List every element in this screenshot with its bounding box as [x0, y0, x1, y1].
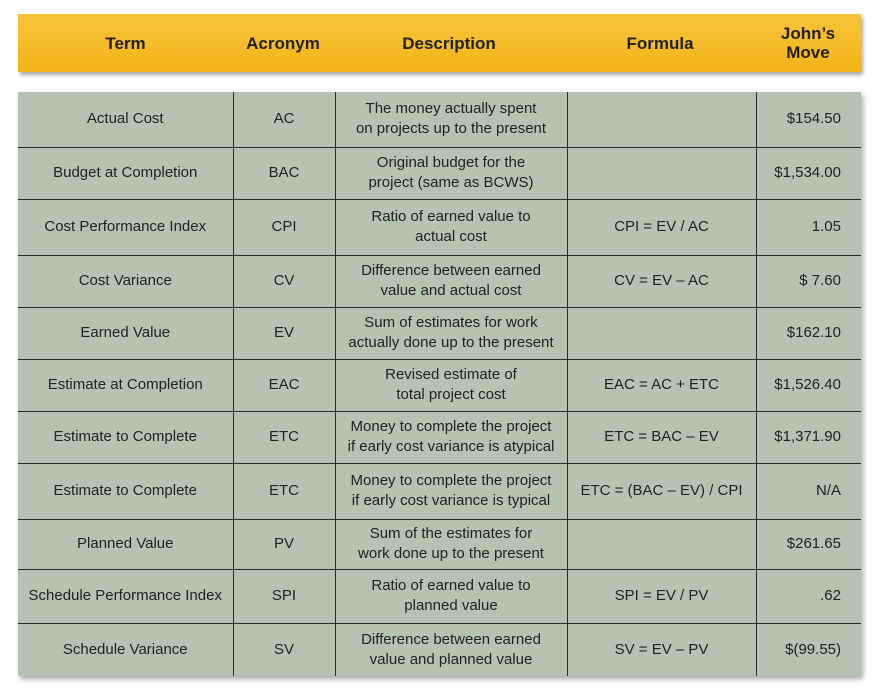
johns-move-cell: $261.65 — [756, 519, 861, 569]
description-cell: Sum of the estimates for work done up to the present — [335, 519, 567, 569]
description-cell: Ratio of earned value to actual cost — [335, 199, 567, 255]
acronym-cell: ETC — [233, 411, 335, 463]
acronym-cell: SPI — [233, 569, 335, 623]
johns-move-cell: $(99.55) — [756, 623, 861, 676]
header-description: Description — [402, 33, 496, 53]
acronym-cell: EV — [233, 307, 335, 359]
term-cell: Estimate to Complete — [18, 411, 233, 463]
johns-move-cell: $ 7.60 — [756, 255, 861, 307]
description-cell: Money to complete the project if early cost variance is typical — [335, 463, 567, 519]
table-row — [18, 359, 861, 411]
acronym-cell: PV — [233, 519, 335, 569]
johns-move-cell: $162.10 — [756, 307, 861, 359]
acronym-cell: CV — [233, 255, 335, 307]
description-cell: Difference between earned value and actual cost — [335, 255, 567, 307]
earned-value-grid — [18, 92, 861, 676]
formula-cell — [567, 147, 756, 199]
johns-move-cell: 1.05 — [756, 199, 861, 255]
description-cell: Sum of estimates for work actually done up to the present — [335, 307, 567, 359]
acronym-cell: AC — [233, 92, 335, 147]
header-acronym: Acronym — [246, 33, 320, 53]
term-cell: Actual Cost — [18, 92, 233, 147]
johns-move-cell: $154.50 — [756, 92, 861, 147]
formula-cell — [567, 307, 756, 359]
formula-cell — [567, 92, 756, 147]
header-johns-move: John’s Move — [780, 24, 836, 62]
table-row — [18, 623, 861, 676]
description-cell: Revised estimate of total project cost — [335, 359, 567, 411]
table-body — [18, 92, 861, 676]
term-cell: Schedule Performance Index — [18, 569, 233, 623]
description-cell: Original budget for the project (same as BCWS) — [335, 147, 567, 199]
header-term: Term — [105, 33, 146, 53]
formula-cell: CPI = EV / AC — [567, 199, 756, 255]
johns-move-cell: N/A — [756, 463, 861, 519]
table-row — [18, 147, 861, 199]
earned-value-table — [18, 92, 861, 676]
term-cell: Schedule Variance — [18, 623, 233, 676]
term-cell: Estimate to Complete — [18, 463, 233, 519]
table-row — [18, 463, 861, 519]
formula-cell — [567, 519, 756, 569]
acronym-cell: CPI — [233, 199, 335, 255]
description-cell: The money actually spent on projects up to the present — [335, 92, 567, 147]
formula-cell: CV = EV – AC — [567, 255, 756, 307]
acronym-cell: BAC — [233, 147, 335, 199]
formula-cell: ETC = (BAC – EV) / CPI — [567, 463, 756, 519]
term-cell: Cost Performance Index — [18, 199, 233, 255]
table-row — [18, 569, 861, 623]
description-cell: Ratio of earned value to planned value — [335, 569, 567, 623]
formula-cell: SPI = EV / PV — [567, 569, 756, 623]
term-cell: Earned Value — [18, 307, 233, 359]
table-header — [18, 14, 861, 72]
header-formula: Formula — [626, 33, 694, 53]
description-cell: Difference between earned value and planned value — [335, 623, 567, 676]
table-row — [18, 307, 861, 359]
table-row — [18, 411, 861, 463]
formula-cell: ETC = BAC – EV — [567, 411, 756, 463]
term-cell: Estimate at Completion — [18, 359, 233, 411]
formula-cell: SV = EV – PV — [567, 623, 756, 676]
table-row — [18, 92, 861, 147]
table-row — [18, 255, 861, 307]
johns-move-cell: .62 — [756, 569, 861, 623]
acronym-cell: SV — [233, 623, 335, 676]
term-cell: Budget at Completion — [18, 147, 233, 199]
table-row — [18, 199, 861, 255]
johns-move-cell: $1,526.40 — [756, 359, 861, 411]
johns-move-cell: $1,371.90 — [756, 411, 861, 463]
term-cell: Cost Variance — [18, 255, 233, 307]
description-cell: Money to complete the project if early cost variance is atypical — [335, 411, 567, 463]
term-cell: Planned Value — [18, 519, 233, 569]
johns-move-cell: $1,534.00 — [756, 147, 861, 199]
formula-cell: EAC = AC + ETC — [567, 359, 756, 411]
acronym-cell: ETC — [233, 463, 335, 519]
acronym-cell: EAC — [233, 359, 335, 411]
table-row — [18, 519, 861, 569]
